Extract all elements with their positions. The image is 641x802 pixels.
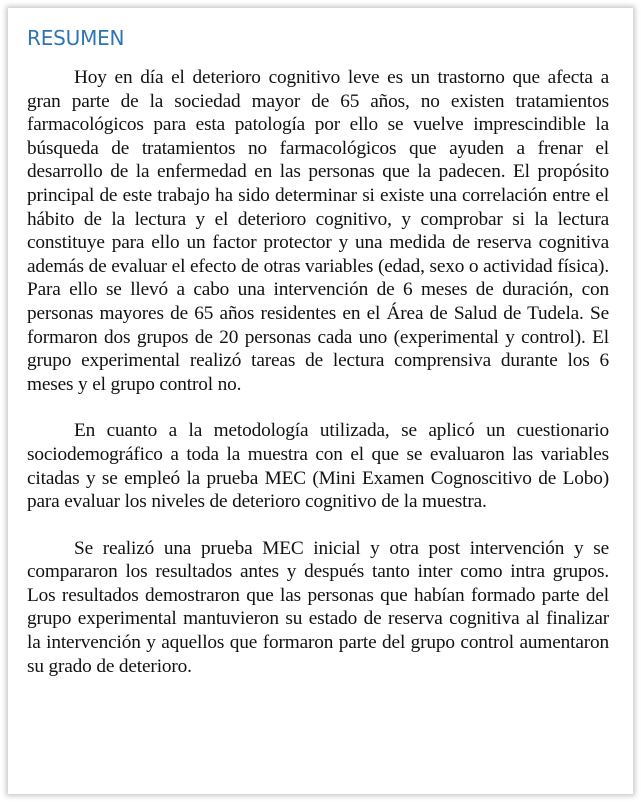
abstract-page	[8, 8, 633, 794]
paragraph-introduction: Hoy en día el deterioro cognitivo leve es un trastorno que afecta a gran parte de la sociedad mayor de 65 años, no existen tratamientos farmacológicos para esta patología por ello se vuelve imprescindible la búsqueda de tratamientos no farmacológicos que ayuden a frenar el desarrollo de la enfermedad en las personas que la padecen. El propósito principal de este trabajo ha sido determinar si existe una correlación entre el hábito de la lectura y el deterioro cognitivo, y comprobar si la lectura constituye para ello un factor protector y una medida de reserva cognitiva además de evaluar el efecto de otras variables (edad, sexo o actividad física). Para ello se llevó a cabo una intervención de 6 meses de duración, con personas mayores de 65 años residentes en el Área de Salud de Tudela. Se formaron dos grupos de 20 personas cada uno (experimental y control). El grupo experimental realizó tareas de lectura comprensiva durante los 6 meses y el grupo control no.	[27, 67, 609, 395]
paragraph-methodology: En cuanto a la metodología utilizada, se aplicó un cuestionario sociodemográfico a toda la muestra con el que se evaluaron las variables citadas y se empleó la prueba MEC (Mini Examen Cognoscitivo de Lobo) para evaluar los niveles de deterioro cognitivo de la muestra.	[27, 420, 609, 513]
section-title: RESUMEN	[27, 26, 125, 50]
paragraph-results: Se realizó una prueba MEC inicial y otra post intervención y se compararon los resultados antes y después tanto inter como intra grupos. Los resultados demostraron que las personas que habían formado parte del grupo experimental mantuvieron su estado de reserva cognitiva al finalizar la intervención y aquellos que formaron parte del grupo control aumentaron su grado de deterioro.	[27, 537, 609, 677]
